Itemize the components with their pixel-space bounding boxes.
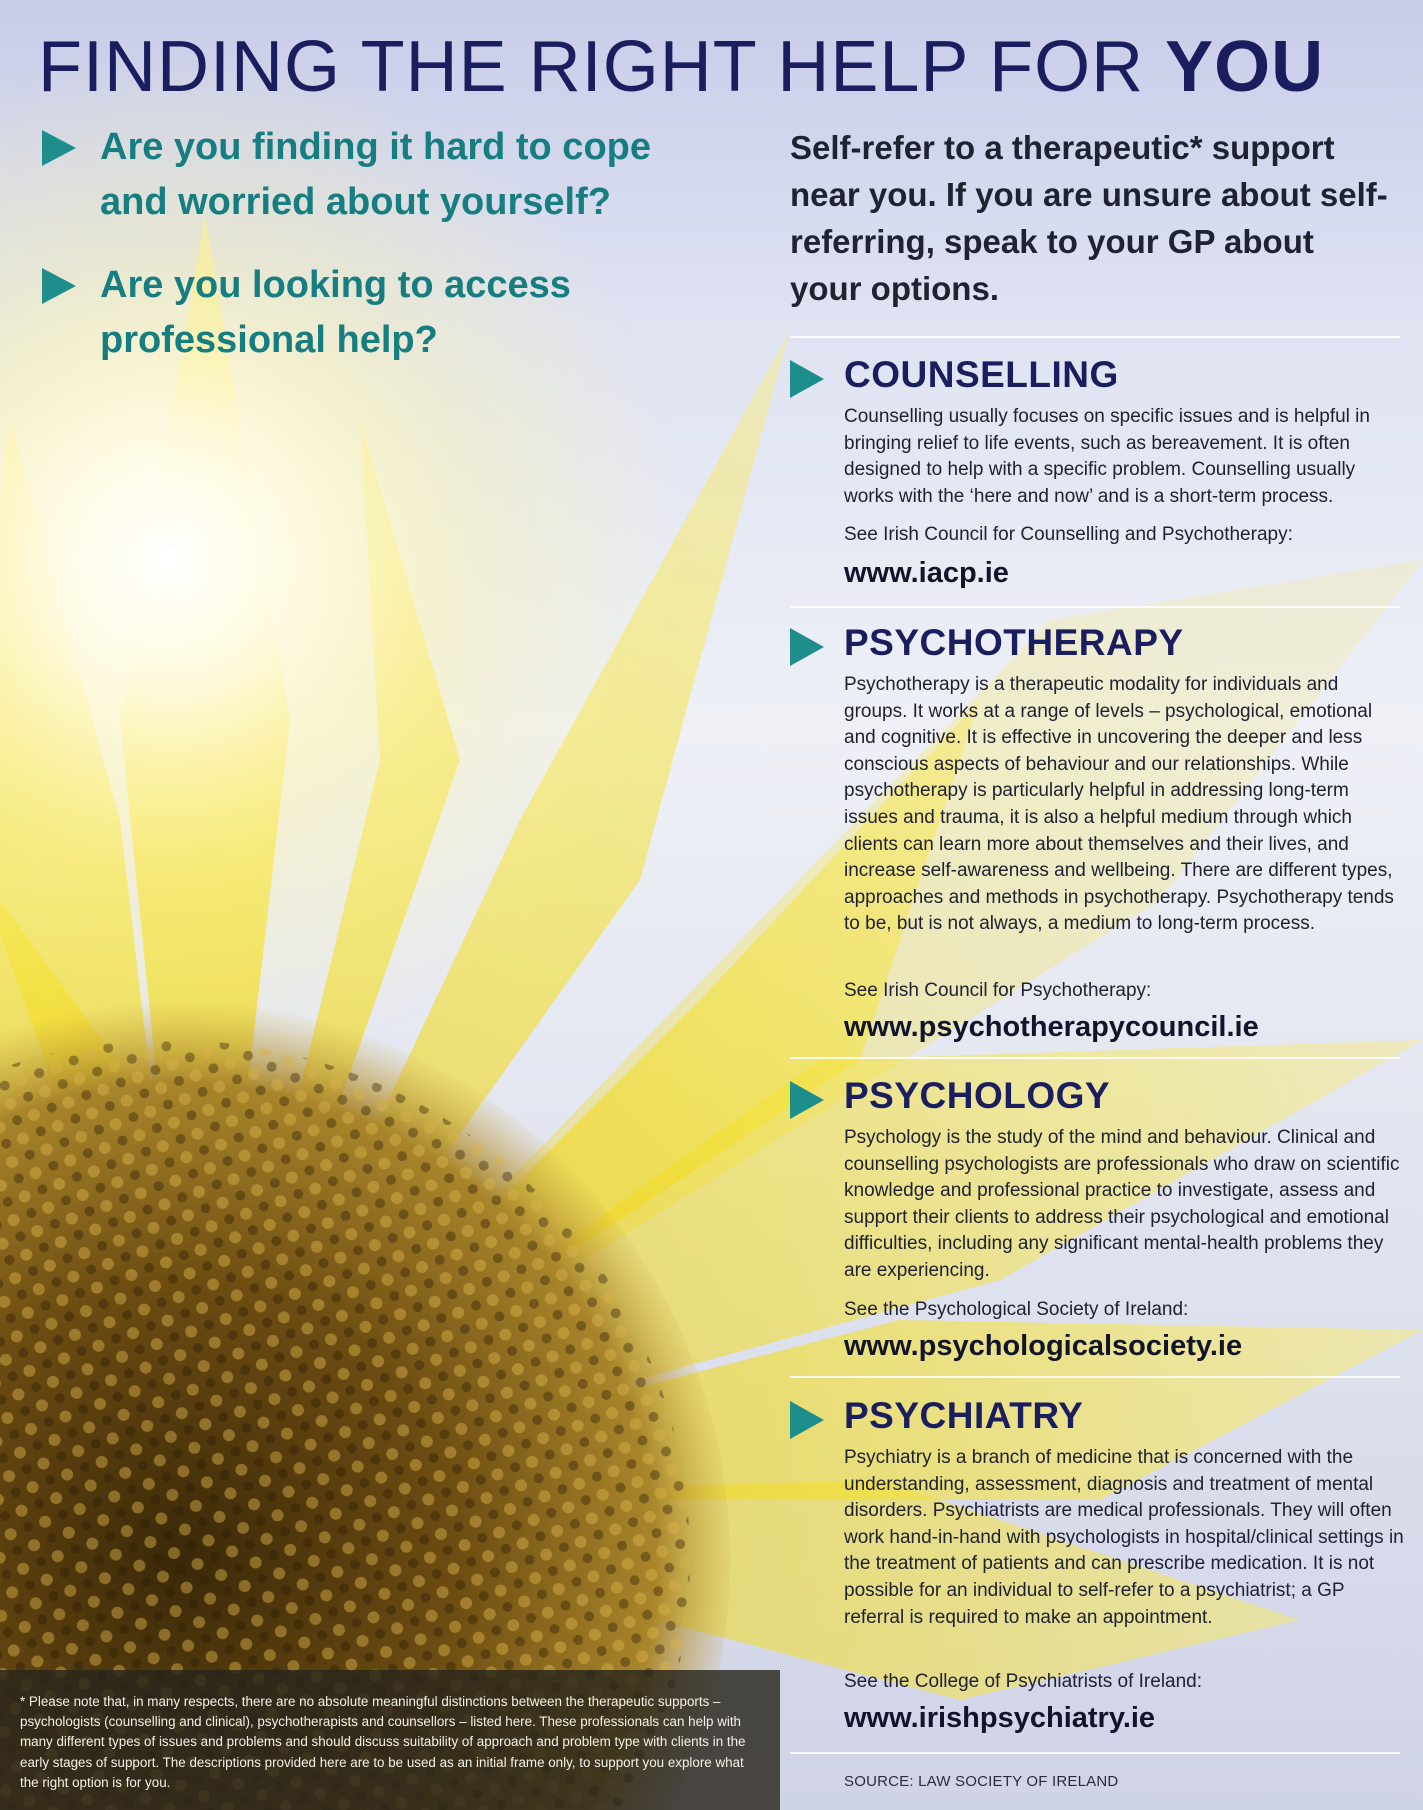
- section-heading: PSYCHIATRY: [844, 1395, 1084, 1436]
- intro-text: Self-refer to a therapeutic* support near you. If you are unsure about self-referring, speak to your GP about your options.: [790, 129, 1388, 307]
- page-title: [38, 22, 1324, 112]
- section-see-label: See Irish Council for Counselling and Psychotherapy:: [844, 524, 1293, 545]
- section-see-label: See the Psychological Society of Ireland:: [844, 1299, 1189, 1320]
- section-link[interactable]: www.iacp.ie: [844, 557, 1009, 589]
- section-body: Psychology is the study of the mind and behaviour. Clinical and counselling psychologists are professionals who draw on scientific knowledge and professional practice to investigate, assess and support their clients to address their psychological and emotional difficulties, including any significant mental-health problems they are experiencing.: [844, 1127, 1400, 1281]
- footnote: * Please note that, in many respects, there are no absolute meaningful distinctions between the therapeutic supports – psychologists (counselling and clinical), psychotherapists and counsellors – listed here. These professionals can help with many different types of issues and problems and should discuss suitability of approach and problem type with clients in the early stages of support. The descriptions provided here are to be used as an initial frame only, to support you explore what the right option is for you.: [0, 1670, 780, 1810]
- section-arrow-icon: [790, 628, 824, 666]
- divider: [790, 1057, 1400, 1059]
- section-link[interactable]: www.psychotherapycouncil.ie: [844, 1011, 1259, 1043]
- section-link[interactable]: www.psychologicalsociety.ie: [844, 1330, 1243, 1362]
- question-text: Are you looking to access professional help?: [100, 264, 571, 361]
- divider: [790, 1752, 1400, 1754]
- source-credit: SOURCE: LAW SOCIETY OF IRELAND: [844, 1773, 1119, 1790]
- section-arrow-icon: [790, 1401, 824, 1439]
- bullet-arrow-icon: [42, 268, 76, 304]
- section-body: Psychiatry is a branch of medicine that is concerned with the understanding, assessment, diagnosis and treatment of mental disorders. Psychiatrists are medical professionals. They will often work hand-in-hand with psychologists in hospital/clinical settings in the treatment of patients and can prescribe medication. It is not possible for an individual to self-refer to a psychiatrist; a GP referral is required to make an appointment.: [844, 1447, 1404, 1628]
- section-body: Counselling usually focuses on specific issues and is helpful in bringing relief to life events, such as bereavement. It is often designed to help with a specific problem. Counselling usually works with the ‘here and now’ and is a short-term process.: [844, 406, 1370, 507]
- section-see-label: See Irish Council for Psychotherapy:: [844, 980, 1152, 1001]
- question-text: Are you finding it hard to cope and worried about yourself?: [100, 126, 651, 223]
- title-main: FINDING THE RIGHT HELP FOR: [38, 27, 1166, 107]
- section-see-label: See the College of Psychiatrists of Ireland:: [844, 1671, 1203, 1692]
- section-heading: COUNSELLING: [844, 354, 1119, 395]
- title-emphasis: YOU: [1165, 27, 1325, 107]
- divider: [790, 606, 1400, 608]
- section-heading: PSYCHOLOGY: [844, 1075, 1111, 1116]
- divider: [790, 336, 1400, 338]
- divider: [790, 1376, 1400, 1378]
- section-arrow-icon: [790, 360, 824, 398]
- section-body: Psychotherapy is a therapeutic modality for individuals and groups. It works at a range of levels – psychological, emotional and cognitive. It is effective in uncovering the deeper and less conscious aspects of behaviour and our relationships. While psychotherapy is particularly helpful in addressing long-term issues and trauma, it is also a helpful medium through which clients can learn more about themselves and their lives, and increase self-awareness and wellbeing. There are different types, approaches and methods in psychotherapy. Psychotherapy tends to be, but is not always, a medium to long-term process.: [844, 674, 1394, 935]
- section-arrow-icon: [790, 1081, 824, 1119]
- section-link[interactable]: www.irishpsychiatry.ie: [844, 1702, 1156, 1734]
- section-heading: PSYCHOTHERAPY: [844, 622, 1184, 663]
- bullet-arrow-icon: [42, 130, 76, 166]
